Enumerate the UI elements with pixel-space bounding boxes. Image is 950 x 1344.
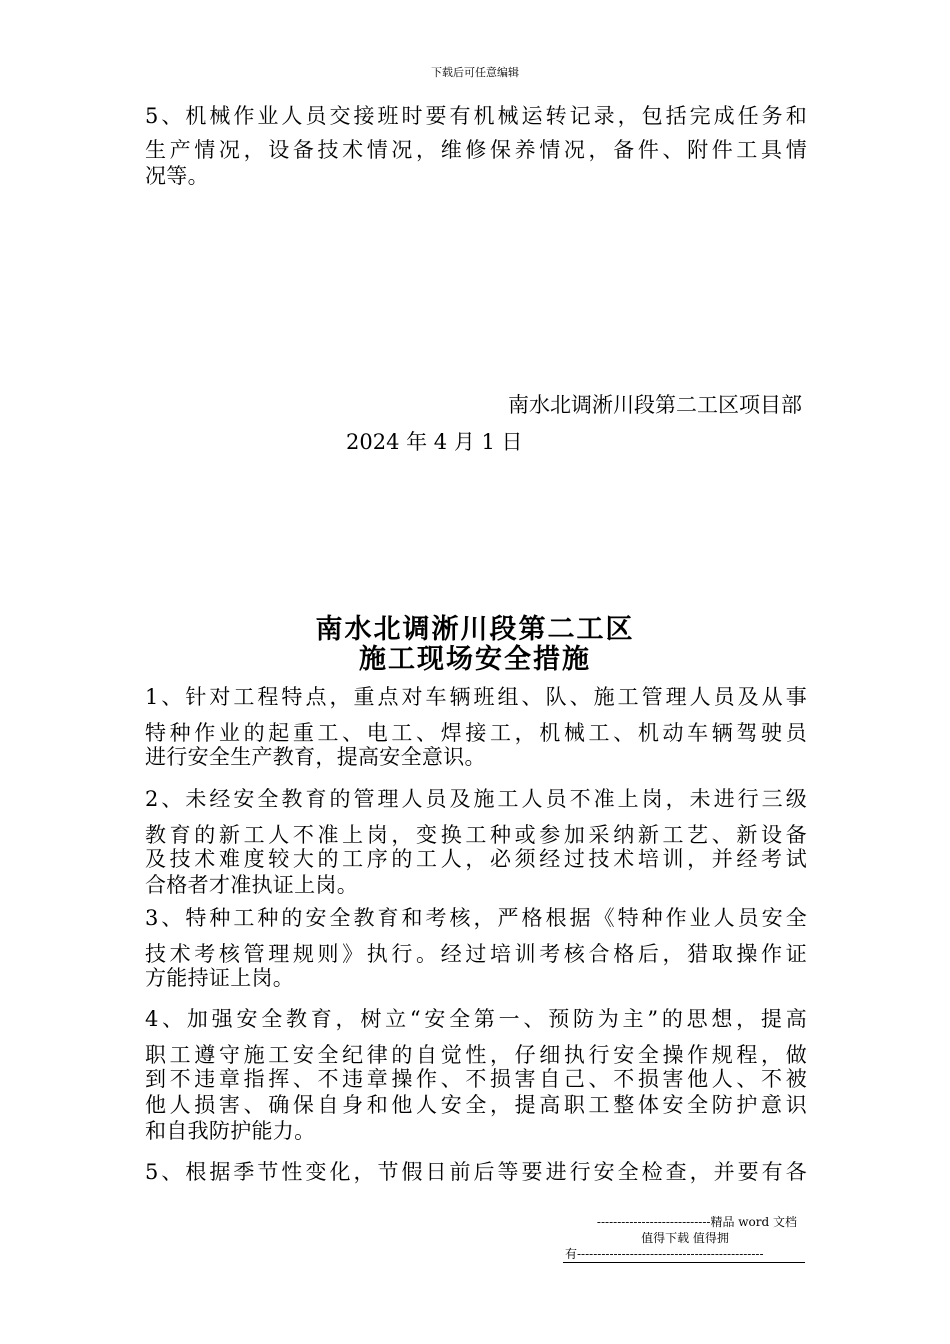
paragraph-line: 4、加强安全教育，树立“安全第一、预防为主”的思想，提高 <box>145 1007 807 1031</box>
safety-item-3 <box>145 899 807 991</box>
safety-item-5 <box>145 1155 807 1189</box>
footer-line-3: 有---------------------------------------------- <box>565 1247 764 1261</box>
intro-paragraph <box>145 99 807 189</box>
paragraph-line: 况等。 <box>145 164 209 188</box>
paragraph-line: 方能持证上岗。 <box>145 966 295 990</box>
paragraph-line: 特种作业的起重工、电工、焊接工，机械工、机动车辆驾驶员 <box>145 721 807 745</box>
paragraph-line: 及技术难度较大的工序的工人，必须经过技术培训，并经考试 <box>145 847 807 871</box>
paragraph-line: 合格者才准执证上岗。 <box>145 873 358 897</box>
paragraph-line: 和自我防护能力。 <box>145 1119 316 1143</box>
paragraph-line: 生产情况，设备技术情况，维修保养情况，备件、附件工具情 <box>145 138 807 162</box>
paragraph-line: 他人损害、确保自身和他人安全，提高职工整体安全防护意识 <box>145 1093 807 1117</box>
safety-item-1 <box>145 678 807 770</box>
paragraph-line: 到不违章指挥、不违章操作、不损害自己、不损害他人、不被 <box>145 1067 807 1091</box>
signature-date: 2024 年 4 月 1 日 <box>346 430 523 454</box>
paragraph-line: 1、针对工程特点，重点对车辆班组、队、施工管理人员及从事 <box>145 685 807 709</box>
paragraph-line: 5、根据季节性变化，节假日前后等要进行安全检查，并要有各 <box>145 1160 807 1184</box>
paragraph-line: 5、机械作业人员交接班时要有机械运转记录，包括完成任务和 <box>145 104 807 128</box>
paragraph-line: 进行安全生产教育，提高安全意识。 <box>145 745 486 769</box>
safety-item-2 <box>145 780 807 898</box>
footer-rule <box>563 1262 805 1263</box>
signature-org: 南水北调淅川段第二工区项目部 <box>508 393 802 417</box>
paragraph-line: 3、特种工种的安全教育和考核，严格根据《特种作业人员安全 <box>145 906 807 930</box>
safety-item-4 <box>145 1000 807 1144</box>
document-title-line-1: 南水北调淅川段第二工区 <box>315 614 635 645</box>
paragraph-line: 职工遵守施工安全纪律的自觉性，仔细执行安全操作规程，做 <box>145 1043 807 1067</box>
paragraph-line: 2、未经安全教育的管理人员及施工人员不准上岗，未进行三级 <box>145 787 807 811</box>
paragraph-line: 教育的新工人不准上岗，变换工种或参加采纳新工艺、新设备 <box>145 823 807 847</box>
footer-line-1: ----------------------------精品 word 文档 <box>596 1215 797 1229</box>
footer-line-2: 值得下载 值得拥 <box>641 1231 729 1245</box>
paragraph-line: 技术考核管理规则》执行。经过培训考核合格后，猎取操作证 <box>145 942 807 966</box>
page-header: 下载后可任意编辑 <box>431 66 519 79</box>
document-title-line-2: 施工现场安全措施 <box>359 644 591 675</box>
